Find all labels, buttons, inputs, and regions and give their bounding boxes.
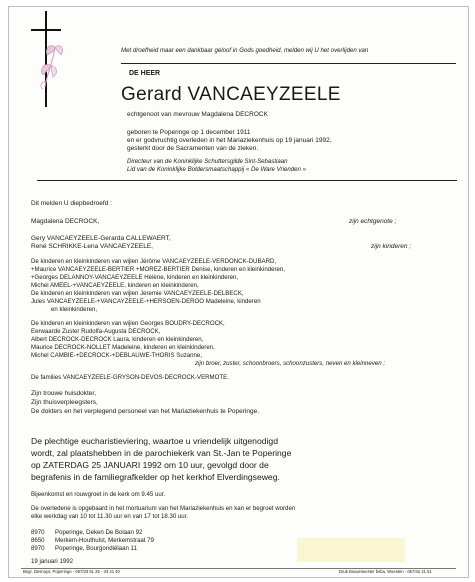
visit-line-2: elke werkdag van 10 tot 11.30 uur en van 17 tot 18.30 uur. — [31, 513, 189, 520]
family-line-2: +Maurice VANCAEYZEELE-BERTIER +MOREZ-BERTIER Denise, kinderen en kleinkinderen, — [31, 266, 286, 273]
widow-name: Magdalena DECROCK, — [31, 218, 100, 225]
family-line-7: en kleinkinderen, — [51, 306, 98, 313]
rule — [121, 63, 456, 64]
family-line-6: Jules VANCAEYZEELE-+VANCAYZEELE-+HERSOEN-DEROO Madeleine, kinderen — [31, 298, 261, 305]
child-line-2: René SCHRIKKE-Lena VANCAEYZEELE, — [31, 243, 153, 250]
family2-line-4: Maurice DECROCK-NOLLET Madeleine, kinderen en kleinkinderen, — [31, 344, 215, 351]
lily-flower-icon — [33, 37, 67, 89]
family2-role: zijn broer, zuster, schoonbroers, schoonzusters, neven en kleinneven ; — [195, 360, 386, 367]
families-line: De families VANCAEYZEELE-GRYSON-DEVOS-DECROCK-VERMOTE. — [31, 374, 229, 381]
gathering-text: Bijeenkomst en rouwgroet in de kerk om 9.45 uur. — [31, 491, 166, 498]
family-line-1: De kinderen en kleinkinderen van wijlen Jérôme VANCAEYZEELE-VERDONCK-DUBARD, — [31, 258, 277, 265]
date-text: 19 januari 1992 — [31, 558, 74, 565]
family2-line-1: De kinderen en kleinkinderen van wijlen Georges BOUDRY-DECROCK, — [31, 320, 225, 327]
death-notice-card — [8, 6, 469, 578]
care-line-1: Zijn trouwe huisdokter, — [31, 390, 97, 397]
announce-text: Dit melden U diepbedroefd : — [31, 200, 112, 207]
birth-line-3: gesterkt door de Sacramenten van de zieken. — [127, 145, 259, 152]
family2-line-2: Eerwaarde Zuster Rudolfa-Augusta DECROCK, — [31, 328, 161, 335]
address-zip-3: 8970 — [31, 545, 45, 552]
rule — [37, 180, 457, 181]
address-text-2: Merkem-Houthulst, Merkemstraat 79 — [55, 537, 154, 544]
position-line-2: Lid van de Koninklijke Boldersmaatschappij « De Ware Vrienden » — [127, 166, 306, 173]
address-zip-1: 8970 — [31, 529, 45, 536]
address-text-3: Poperinge, Bourgondiëlaan 11 — [55, 545, 137, 552]
address-zip-2: 8650 — [31, 537, 45, 544]
family-line-3: +Georges DELANNOY-VANCAEYZEELE Hélène, kinderen en kleinkinderen, — [31, 274, 239, 281]
family-line-5: De kinderen en kleinkinderen van wijlen Jeremie VANCAEYZEELE-DELBECK, — [31, 290, 244, 297]
ceremony-line-3: op ZATERDAG 25 JANUARI 1992 om 10 uur, gevolgd door de — [31, 460, 269, 470]
care-line-3: De dokters en het verplegend personeel van het Mariaziekenhuis te Poperinge. — [31, 408, 260, 415]
deceased-name: Gerard VANCAEYZEELE — [121, 84, 341, 105]
birth-line-1: geboren te Poperinge op 1 december 1911 — [127, 129, 251, 136]
position-line-1: Directeur van de Koninklijke Schuttersgilde Sint-Sebastiaan — [127, 158, 288, 165]
birth-line-2: en er godvruchtig overleden in het Mariaziekenhuis op 19 januari 1992, — [127, 137, 332, 144]
children-role: zijn kinderen ; — [371, 243, 412, 250]
paper-stain — [297, 538, 405, 562]
intro-text: Met droefheid maar een dankbaar geloof in Gods goedheid, melden wij U het overlijden van — [121, 47, 369, 54]
footer-right: Druk Bouwmeester bvba, Woesten - 057/42 21 51 — [339, 569, 432, 574]
family2-line-3: Albert DECROCK-DECROCK Laura, kinderen en kleinkinderen, — [31, 336, 204, 343]
child-line-1: Gery VANCAEYZEELE-Gerarda CALLEWAERT, — [31, 235, 171, 242]
address-text-1: Poperinge, Deken De Bolaan 92 — [55, 529, 143, 536]
family2-line-5: Michel CAMBIE-+DECROCK-+DEBLAUWE-THORIS Suzanne, — [31, 352, 203, 359]
care-line-2: Zijn thuisverpleegsters, — [31, 399, 98, 406]
family-line-4: Michel AMEEL-+VANCAEYZEELE, kinderen en kleinkinderen, — [31, 282, 199, 289]
visit-line-1: De overledene is opgebaard in het mortuarium van het Mariaziekenhuis en kan er begroet worden — [31, 505, 296, 512]
spouse-line: echtgenoot van mevrouw Magdalena DECROCK — [127, 111, 268, 118]
cross-bar — [31, 29, 61, 31]
widow-role: zijn echtgenote ; — [349, 218, 397, 225]
footer-left: Begr. Desnuys, Poperinge - 057/33 61 25 - 33 41 40 — [23, 569, 120, 574]
title-prefix: DE HEER — [129, 70, 161, 77]
ceremony-line-4: begrafenis in de familiegrafkelder op het kerkhof Elverdingseweg. — [31, 472, 280, 482]
ceremony-line-1: De plechtige eucharistieviering, waartoe u vriendelijk uitgenodigd — [31, 436, 278, 446]
ceremony-line-2: wordt, zal plaatshebben in de parochiekerk van St.-Jan te Poperinge — [31, 448, 292, 458]
